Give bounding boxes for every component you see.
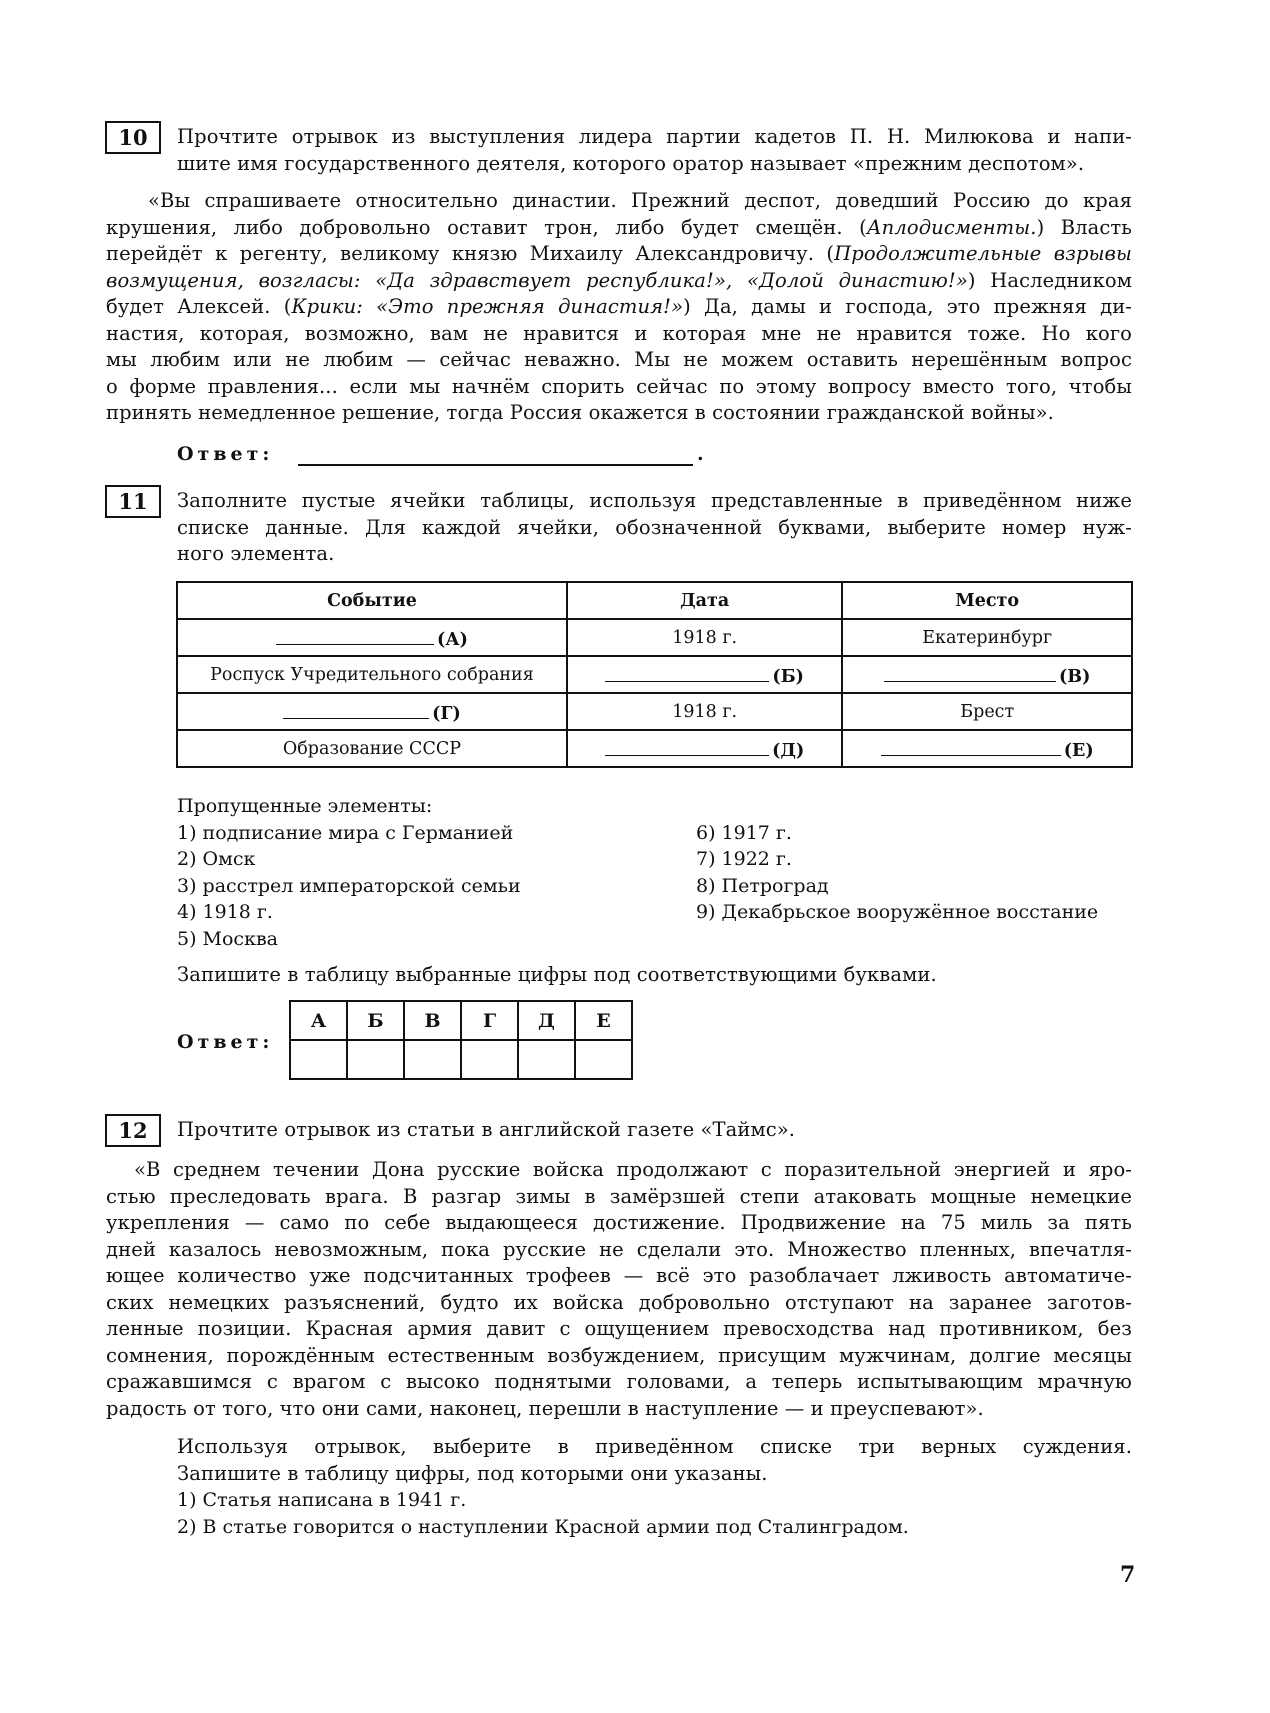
answer-label: Ответ: (177, 1031, 274, 1053)
answer-end-period: . (697, 443, 704, 465)
option-item: 2) В статье говорится о наступлении Красной армии под Сталинградом. (177, 1515, 909, 1538)
cell-letter-label: (Д) (772, 740, 805, 761)
task-number-box: 11 (105, 485, 161, 518)
quote-line: дней казалось невозможным, пока русские не сделали это. Множество пленных, впечатля- (106, 1237, 1132, 1261)
quote-text: ) Власть (1036, 215, 1132, 239)
instruction-line: Запишите в таблицу цифры, под которыми они указаны. (177, 1461, 768, 1485)
quote-line: ских немецких разъяснений, будто их войска добровольно отступают на заранее заготов- (106, 1290, 1132, 1314)
list-item: 4) 1918 г. (177, 901, 273, 923)
answer-grid-cell[interactable] (347, 1040, 404, 1079)
page-number: 7 (1120, 1562, 1136, 1588)
quote-line: укрепления — само по себе выдающееся достижение. Продвижение на 75 миль за пять (106, 1211, 1132, 1234)
list-item: 6) 1917 г. (696, 821, 792, 844)
answer-grid-letter: Г (461, 1001, 518, 1040)
table-row (177, 730, 1132, 767)
task12-instruction (177, 1434, 1132, 1487)
answer-grid-letter: В (404, 1001, 461, 1040)
cell-letter-label: (В) (1059, 666, 1091, 687)
quote-line (106, 374, 1132, 401)
answer-input-line[interactable] (298, 464, 693, 466)
list-item: 8) Петроград (696, 874, 829, 897)
column-header-event: Событие (177, 582, 567, 619)
quote-line: сражавшимся с врагом с высоко поднятыми головами, а теперь испытывающим мрачную (106, 1370, 1132, 1393)
list-item: 3) расстрел императорской семьи (177, 874, 521, 897)
cell-letter-label: (Г) (432, 703, 461, 724)
table-cell: 1918 г. (567, 619, 843, 656)
table-cell: Роспуск Учредительного собрания (177, 656, 567, 693)
task12-options-list (177, 1487, 909, 1540)
quote-line (106, 241, 1132, 268)
question-line: Заполните пустые ячейки таблицы, используя представленные в приведённом ниже (177, 489, 1132, 512)
table-cell: Брест (842, 693, 1132, 730)
answer-grid-letters-row (290, 1001, 632, 1040)
instruction-line: Используя отрывок, выберите в приведённом списке три верных суждения. (177, 1435, 1132, 1458)
cell-letter-label: (Е) (1063, 740, 1094, 761)
events-table (176, 581, 1133, 768)
question-line: ного элемента. (177, 542, 335, 565)
quote-text: перейдёт к регенту, великому князю Михаилу Александровичу. ( (106, 242, 835, 265)
task12-question: Прочтите отрывок из статьи в английской газете «Таймс». (177, 1118, 796, 1141)
quote-text: крушения, либо добровольно оставит трон, либо будет смещён. ( (106, 215, 867, 239)
quote-text: принять немедленное решение, тогда Россия окажется в состоянии гражданской войны». (106, 401, 1054, 424)
quote-line (106, 294, 1132, 321)
table-header-row (177, 582, 1132, 619)
task10-quote (106, 188, 1132, 427)
quote-text: о форме правления... если мы начнём спорить сейчас по этому вопросу вместо того, чтобы (106, 374, 1132, 398)
fill-in-blank[interactable] (881, 737, 1061, 756)
fill-in-blank[interactable] (884, 663, 1056, 682)
column-header-date: Дата (567, 582, 843, 619)
answer-grid (289, 1000, 633, 1080)
missing-elements-list-right (696, 820, 1098, 926)
quote-line: радость от того, что они сами, наконец, перешли в наступление — и преуспевают». (106, 1396, 984, 1420)
quote-line: стью преследовать врага. В разгар зимы в замёрзшей степи атаковать мощные немецкие (106, 1184, 1132, 1208)
quote-line (106, 321, 1132, 348)
quote-line (106, 268, 1132, 295)
table-cell: Образование СССР (177, 730, 567, 767)
list-item: 7) 1922 г. (696, 848, 792, 870)
quote-text: ) Да, дамы и господа, это прежняя ди- (683, 295, 1132, 318)
quote-text: будет Алексей. ( (106, 295, 292, 318)
task-number-box: 12 (105, 1114, 161, 1147)
fill-in-blank[interactable] (283, 700, 429, 719)
cell-letter-label: (Б) (772, 666, 804, 687)
quote-line: ющее количество уже подсчитанных трофеев — всё это разоблачает лживость автоматиче- (106, 1264, 1132, 1287)
task11-question (177, 488, 1132, 568)
blank-cell[interactable] (177, 619, 567, 656)
answer-grid-cell[interactable] (404, 1040, 461, 1079)
list-item: 1) подписание мира с Германией (177, 821, 514, 844)
blank-cell[interactable] (842, 730, 1132, 767)
quote-line (106, 188, 1132, 215)
blank-cell[interactable] (567, 730, 843, 767)
task10-question (177, 124, 1132, 177)
missing-elements-title: Пропущенные элементы: (177, 795, 433, 817)
blank-cell[interactable] (177, 693, 567, 730)
quote-text: мы любим или не любим — сейчас неважно. Мы не можем оставить нерешённым вопрос (106, 348, 1132, 371)
answer-grid-letter: Д (518, 1001, 575, 1040)
answer-grid-cell[interactable] (461, 1040, 518, 1079)
question-line: списке данные. Для каждой ячейки, обозначенной буквами, выберите номер нуж- (177, 515, 1132, 539)
quote-text: «Вы спрашиваете относительно династии. Прежний деспот, доведший Россию до края (148, 189, 1132, 212)
task-number-box: 10 (105, 121, 161, 154)
answer-label: Ответ: (177, 443, 274, 465)
missing-elements-list (177, 793, 521, 952)
question-line: Прочтите отрывок из выступления лидера партии кадетов П. Н. Милюкова и напи- (177, 125, 1132, 148)
quote-remark-italic: Продолжительные взрывы (834, 242, 1132, 265)
list-item: 9) Декабрьское вооружённое восстание (696, 901, 1099, 923)
question-line: шите имя государственного деятеля, которого оратор называет «прежним деспотом». (177, 151, 1085, 175)
table-cell: 1918 г. (567, 693, 843, 730)
blank-cell[interactable] (567, 656, 843, 693)
quote-line (106, 215, 1132, 242)
table-row (177, 693, 1132, 730)
task12-quote (106, 1157, 1132, 1422)
table-cell: Екатеринбург (842, 619, 1132, 656)
quote-text: ) Наследником (967, 268, 1132, 292)
blank-cell[interactable] (842, 656, 1132, 693)
list-item: 5) Москва (177, 927, 278, 950)
fill-in-blank[interactable] (605, 663, 769, 682)
quote-remark-italic: Аплодисменты. (866, 215, 1037, 239)
answer-grid-letter: Б (347, 1001, 404, 1040)
answer-grid-letter: А (290, 1001, 347, 1040)
cell-letter-label: (А) (437, 629, 468, 650)
list-item: 2) Омск (177, 848, 256, 870)
fill-in-blank[interactable] (605, 737, 769, 756)
quote-line: «В среднем течении Дона русские войска продолжают с поразительной энергией и яро- (134, 1158, 1132, 1181)
table-row (177, 619, 1132, 656)
option-item: 1) Статья написана в 1941 г. (177, 1489, 467, 1511)
answer-grid-values-row (290, 1040, 632, 1079)
fill-in-blank[interactable] (276, 626, 434, 645)
answer-grid-letter: Е (575, 1001, 632, 1040)
quote-remark-italic: возмущения, возгласы: «Да здравствует республика!», «Долой династию!» (106, 268, 968, 292)
quote-line (106, 400, 1132, 427)
quote-remark-italic: Крики: «Это прежняя династия!» (291, 295, 684, 318)
quote-line: ленные позиции. Красная армия давит с ощущением превосходства над противником, без (106, 1317, 1132, 1340)
quote-line (106, 347, 1132, 374)
answer-grid-cell[interactable] (518, 1040, 575, 1079)
quote-line: сомнения, порождённым естественным возбуждением, присущим мужчинам, долгие месяцы (106, 1343, 1132, 1367)
answer-grid-cell[interactable] (290, 1040, 347, 1079)
quote-text: настия, которая, возможно, вам не нравится и которая мне не нравится тоже. Но кого (106, 321, 1132, 345)
column-header-place: Место (842, 582, 1132, 619)
table-row (177, 656, 1132, 693)
task11-instruction: Запишите в таблицу выбранные цифры под соответствующими буквами. (177, 963, 937, 986)
answer-grid-cell[interactable] (575, 1040, 632, 1079)
